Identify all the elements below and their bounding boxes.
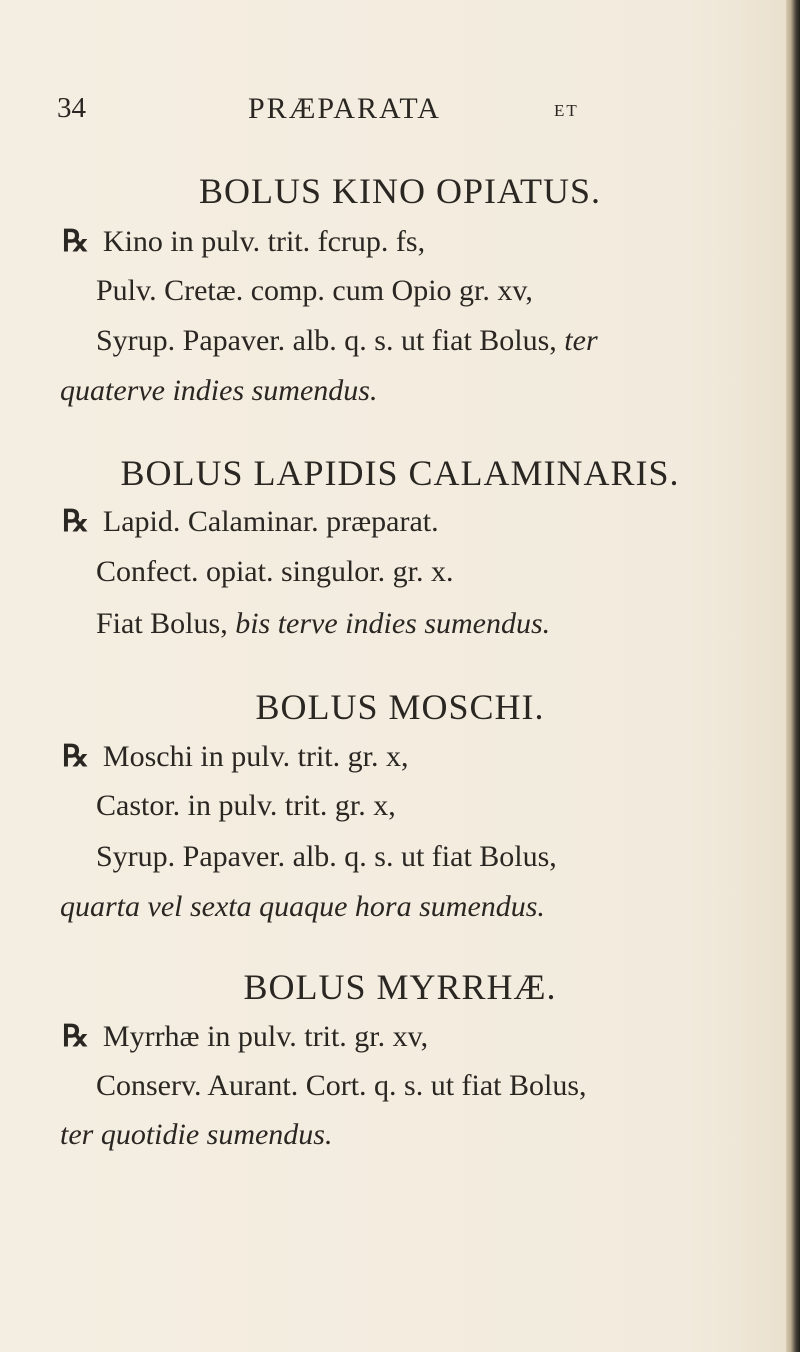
page-number: 34 xyxy=(57,92,86,124)
recipe-line: ℞ Moschi in pulv. trit. gr. x, xyxy=(62,740,409,773)
recipe-symbol: ℞ xyxy=(62,225,89,258)
recipe-title: BOLUS MYRRHÆ. xyxy=(243,967,557,1007)
recipe-symbol: ℞ xyxy=(62,1020,89,1053)
running-head-tail: ET xyxy=(554,101,579,120)
recipe-symbol: ℞ xyxy=(62,740,89,773)
recipe-line: Confect. opiat. singulor. gr. x. xyxy=(96,555,454,588)
page-header xyxy=(0,92,800,132)
recipe-line: ℞ Lapid. Calaminar. præparat. xyxy=(62,505,439,538)
recipe-line: ℞ Myrrhæ in pulv. trit. gr. xv, xyxy=(62,1020,429,1053)
recipe-line: quarta vel sexta quaque hora sumendus. xyxy=(60,890,545,923)
recipe-symbol: ℞ xyxy=(62,505,89,538)
recipe-line: ter quotidie sumendus. xyxy=(60,1118,333,1151)
recipe-line: Syrup. Papaver. alb. q. s. ut fiat Bolus, xyxy=(96,840,557,873)
recipe-line: Pulv. Cretæ. comp. cum Opio gr. xv, xyxy=(96,274,533,307)
recipe-line: Syrup. Papaver. alb. q. s. ut fiat Bolus, ter xyxy=(96,324,598,357)
recipe-title: BOLUS LAPIDIS CALAMINARIS. xyxy=(120,453,680,493)
page-binding-edge xyxy=(786,0,800,1352)
recipe-line: Conserv. Aurant. Cort. q. s. ut fiat Bolus, xyxy=(96,1069,587,1102)
recipe-line: Castor. in pulv. trit. gr. x, xyxy=(96,789,396,822)
recipe-line: Fiat Bolus, bis terve indies sumendus. xyxy=(96,607,551,640)
recipe-line: quaterve indies sumendus. xyxy=(60,374,378,407)
recipe-line: ℞ Kino in pulv. trit. fcrup. fs, xyxy=(62,225,426,258)
recipe-title: BOLUS MOSCHI. xyxy=(255,687,545,727)
running-head: PRÆPARATA xyxy=(248,92,441,125)
recipe-title: BOLUS KINO OPIATUS. xyxy=(198,171,602,211)
